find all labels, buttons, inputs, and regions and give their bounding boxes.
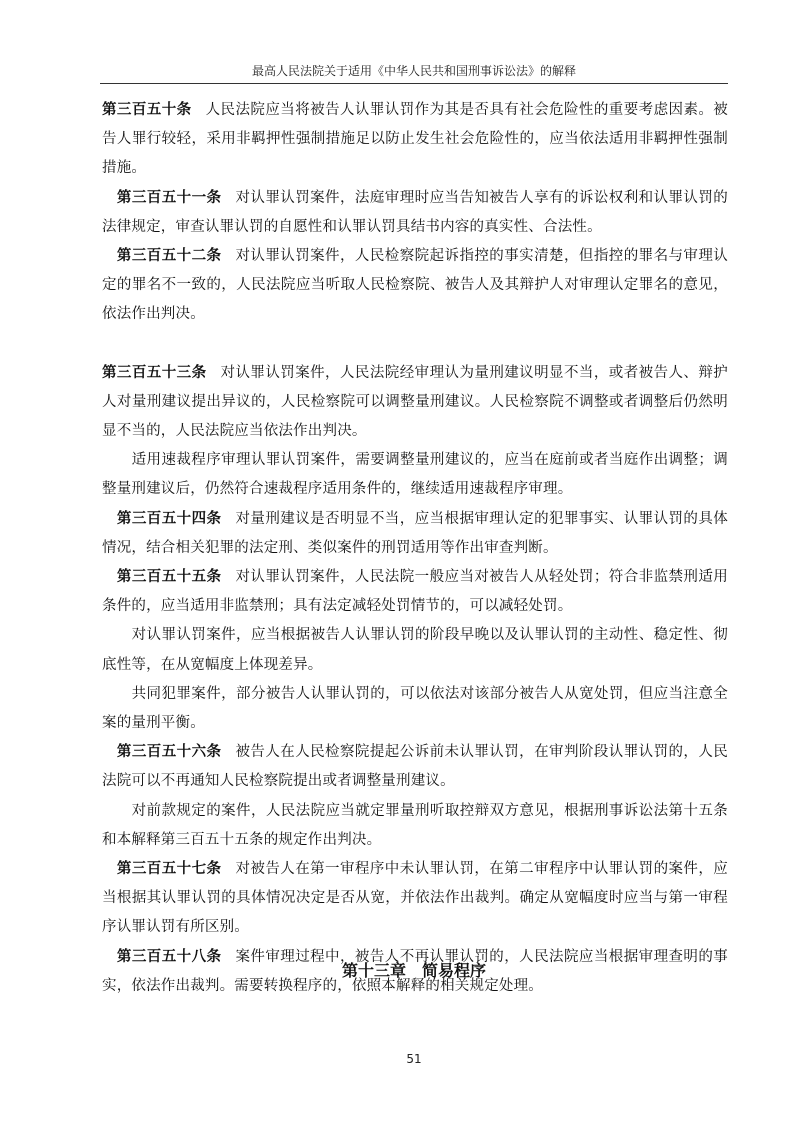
paragraph bbox=[102, 797, 728, 855]
article-text: 对认罪认罚案件，人民检察院起诉指控的事实清楚，但指控的罪名与审理认定的罪名不一致的，人民法院应当听取人民检察院、被告人及其辩护人对审理认定罪名的意见，依法作出判决。 bbox=[102, 248, 728, 323]
article-number: 第三百五十六条 bbox=[116, 744, 222, 761]
article-351 bbox=[102, 184, 728, 242]
article-text: 对认罪认罚案件，人民法院一般应当对被告人从轻处罚；符合非监禁刑适用条件的，应当适用非监禁刑；具有法定减轻处罚情节的，可以减轻处罚。 bbox=[102, 569, 728, 615]
article-number: 第三百五十四条 bbox=[116, 510, 222, 527]
paragraph-text: 适用速裁程序审理认罪认罚案件，需要调整量刑建议的，应当在庭前或者当庭作出调整；调整量刑建议后，仍然符合速裁程序适用条件的，继续适用速裁程序审理。 bbox=[102, 452, 728, 498]
article-text: 对量刑建议是否明显不当，应当根据审理认定的犯罪事实、认罪认罚的具体情况，结合相关犯罪的法定刑、类似案件的刑罚适用等作出审查判断。 bbox=[102, 510, 728, 556]
paragraph-text: 共同犯罪案件，部分被告人认罪认罚的，可以依法对该部分被告人从宽处罚，但应当注意全案的量刑平衡。 bbox=[102, 685, 728, 732]
paragraph bbox=[102, 446, 728, 504]
section-gap bbox=[102, 330, 728, 359]
article-number: 第三百五十八条 bbox=[116, 948, 222, 965]
article-number: 第三百五十三条 bbox=[102, 364, 207, 381]
article-354 bbox=[102, 505, 728, 563]
article-number: 第三百五十条 bbox=[102, 102, 192, 118]
article-356 bbox=[102, 738, 728, 796]
article-350 bbox=[102, 96, 728, 184]
article-text: 案件审理过程中，被告人不再认罪认罚的，人民法院应当根据审理查明的事实，依法作出裁判。需要转换程序的，依照本解释的相关规定处理。 bbox=[102, 948, 728, 994]
article-text: 对认罪认罚案件，法庭审理时应当告知被告人享有的诉讼权利和认罪认罚的法律规定，审查认罪认罚的自愿性和认罪认罚具结书内容的真实性、合法性。 bbox=[102, 189, 728, 235]
article-number: 第三百五十一条 bbox=[116, 189, 222, 206]
article-353 bbox=[102, 359, 728, 447]
running-header: 最高人民法院关于适用《中华人民共和国刑事诉讼法》的解释 bbox=[251, 64, 576, 78]
page-number: 51 bbox=[406, 1052, 422, 1066]
article-text: 人民法院应当将被告人认罪认罚作为其是否具有社会危险性的重要考虑因素。被告人罪行较轻，采用非羁押性强制措施足以防止发生社会危险性的，应当依法适用非羁押性强制措施。 bbox=[102, 102, 729, 177]
paragraph-text: 对认罪认罚案件，应当根据被告人认罪认罚的阶段早晚以及认罪认罚的主动性、稳定性、彻底性等，在从宽幅度上体现差异。 bbox=[102, 627, 728, 673]
header-divider bbox=[100, 83, 728, 84]
article-text: 被告人在人民检察院提起公诉前未认罪认罚，在审判阶段认罪认罚的，人民法院可以不再通知人民检察院提出或者调整量刑建议。 bbox=[102, 744, 728, 790]
article-number: 第三百五十二条 bbox=[116, 248, 222, 265]
article-text: 对被告人在第一审程序中未认罪认罚，在第二审程序中认罪认罚的案件，应当根据其认罪认罚的具体情况决定是否从宽，并依法作出裁判。确定从宽幅度时应当与第一审程序认罪认罚有所区别。 bbox=[102, 861, 728, 936]
document-body bbox=[102, 96, 728, 1001]
paragraph bbox=[102, 680, 728, 738]
chapter-title: 第十三章 简易程序 bbox=[341, 961, 486, 980]
article-text: 对认罪认罚案件，人民法院经审理认为量刑建议明显不当，或者被告人、辩护人对量刑建议提出异议的，人民检察院可以调整量刑建议。人民检察院不调整或者调整后仍然明显不当的，人民法院应当依法作出判决。 bbox=[102, 364, 728, 440]
article-352 bbox=[102, 242, 728, 330]
paragraph bbox=[102, 621, 728, 679]
paragraph-text: 对前款规定的案件，人民法院应当就定罪量刑听取控辩双方意见，根据刑事诉讼法第十五条和本解释第三百五十五条的规定作出判决。 bbox=[102, 802, 728, 848]
article-number: 第三百五十七条 bbox=[116, 861, 222, 878]
article-number: 第三百五十五条 bbox=[116, 569, 222, 586]
article-357 bbox=[102, 855, 728, 943]
article-355 bbox=[102, 563, 728, 621]
